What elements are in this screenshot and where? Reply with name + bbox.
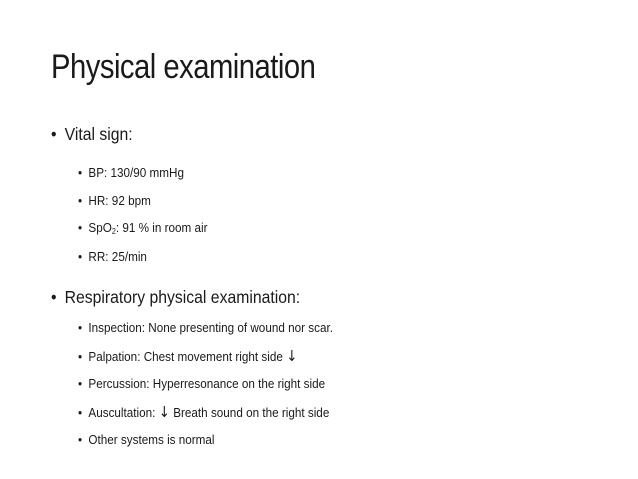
bp-text: BP: 130/90 mmHg [88, 165, 185, 180]
spo2-prefix: SpO [88, 220, 112, 235]
arrow-down-icon: ↓ [158, 403, 170, 421]
slide-title: Physical examination [51, 48, 316, 86]
inspection-text: Inspection: None presenting of wound nor scar. [88, 320, 333, 335]
bullet-dot: • [78, 249, 83, 264]
bullet-respiratory [51, 287, 300, 308]
spo2-subscript: 2 [111, 227, 116, 236]
bullet-dot: • [78, 349, 83, 364]
auscultation-prefix: Auscultation: [88, 405, 159, 420]
palpation-text: Palpation: Chest movement right side [88, 349, 287, 364]
bullet-dot: • [78, 193, 83, 208]
bullet-dot: • [78, 405, 83, 420]
vital-sign-heading: Vital sign: [64, 124, 133, 144]
hr-text: HR: 92 bpm [88, 193, 151, 208]
list-item-palpation [78, 347, 297, 365]
bullet-dot: • [51, 124, 57, 144]
list-item-percussion [78, 376, 325, 391]
bullet-dot: • [78, 320, 83, 335]
arrow-down-icon: ↓ [286, 347, 298, 365]
bullet-dot: • [51, 287, 57, 307]
spo2-suffix: : 91 % in room air [115, 220, 208, 235]
list-item-spo2 [78, 220, 208, 236]
rr-text: RR: 25/min [88, 249, 147, 264]
list-item-auscultation [78, 403, 329, 421]
list-item-hr [78, 193, 151, 208]
bullet-dot: • [78, 376, 83, 391]
respiratory-heading: Respiratory physical examination: [64, 287, 301, 307]
bullet-dot: • [78, 220, 83, 235]
other-systems-text: Other systems is normal [88, 432, 215, 447]
bullet-vital-sign [51, 124, 133, 145]
bullet-dot: • [78, 432, 83, 447]
list-item-bp [78, 165, 184, 180]
list-item-inspection [78, 320, 333, 335]
list-item-rr [78, 249, 147, 264]
percussion-text: Percussion: Hyperresonance on the right side [88, 376, 326, 391]
bullet-dot: • [78, 165, 83, 180]
list-item-other-systems [78, 432, 215, 447]
auscultation-suffix: Breath sound on the right side [169, 405, 330, 420]
